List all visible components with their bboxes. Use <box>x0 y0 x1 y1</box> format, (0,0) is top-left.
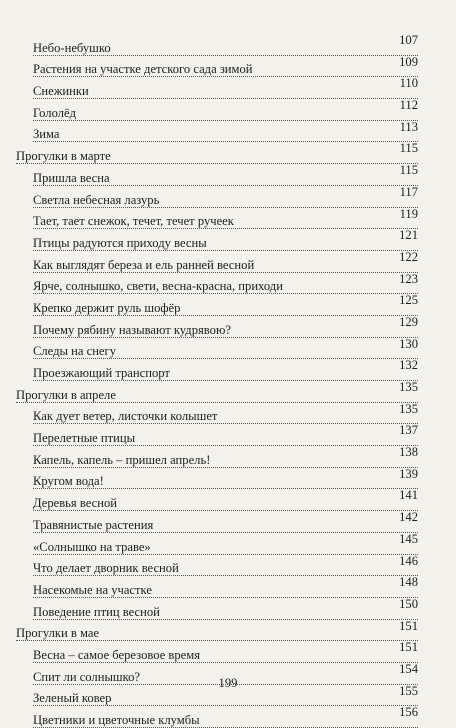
toc-entry <box>16 120 418 142</box>
toc-section <box>16 619 418 641</box>
toc-entry-title: Следы на снегу <box>33 344 116 359</box>
toc-entry-title: Деревья весной <box>33 496 117 511</box>
toc-entry-title: Пришла весна <box>33 170 110 185</box>
toc-entry-page: 135 <box>399 401 418 416</box>
toc-entry-title: Зеленый ковер <box>33 691 112 706</box>
toc-entry-title: Растения на участке детского сада зимой <box>33 62 253 77</box>
toc-entry <box>16 488 418 510</box>
toc-entry <box>16 445 418 467</box>
toc-entry-page: 117 <box>399 184 418 199</box>
toc-entry-title: Крепко держит руль шофёр <box>33 300 181 315</box>
toc-entry <box>16 293 418 315</box>
toc-entry <box>16 597 418 619</box>
toc-entry-title: Спит ли солнышко? <box>33 669 140 684</box>
toc-entry-page: 107 <box>399 33 418 47</box>
toc-entry <box>16 402 418 424</box>
toc-entry-page: 154 <box>399 661 418 676</box>
toc-entry-title: Что делает дворник весной <box>33 561 179 576</box>
toc-entry-title: Почему рябину называют кудрявою? <box>33 322 231 337</box>
toc-entry <box>16 467 418 489</box>
toc-entry <box>16 33 418 55</box>
toc-entry-title: Проезжающий транспорт <box>33 366 170 380</box>
toc-entry-page: 130 <box>399 336 418 351</box>
toc-entry <box>16 705 418 727</box>
toc-entry <box>16 554 418 576</box>
toc-entry-page: 138 <box>399 445 418 460</box>
toc-entry-page: 146 <box>399 553 418 568</box>
toc-entry-title: Прогулки в апреле <box>16 387 116 402</box>
toc-section <box>16 380 418 402</box>
toc-entry-page: 151 <box>399 618 418 633</box>
toc-entry <box>16 272 418 294</box>
toc-entry-page: 137 <box>399 423 418 438</box>
toc-entry-page: 123 <box>399 271 418 286</box>
toc-entry-page: 113 <box>399 119 418 134</box>
toc-entry-page: 125 <box>399 293 418 308</box>
toc-entry-page: 122 <box>399 249 418 264</box>
toc-entry-page: 139 <box>399 466 418 481</box>
toc-entry-page: 155 <box>399 683 418 698</box>
toc-entry-title: Капель, капель – пришел апрель! <box>33 452 211 467</box>
toc-entry-page: 151 <box>399 640 418 655</box>
toc-entry <box>16 337 418 359</box>
toc-entry <box>16 163 418 185</box>
toc-entry-title: Травянистые растения <box>33 517 154 532</box>
toc-entry-title: Прогулки в марте <box>16 149 111 164</box>
toc-entry-title: Гололёд <box>33 105 77 120</box>
toc-entry-title: Перелетные птицы <box>33 431 136 446</box>
toc-entry-title: Снежинки <box>33 84 89 99</box>
toc-section <box>16 141 418 163</box>
toc-entry <box>16 532 418 554</box>
toc-entry <box>16 98 418 120</box>
toc-entry-title: Прогулки в мае <box>16 626 100 641</box>
table-of-contents <box>16 33 418 727</box>
toc-entry <box>16 228 418 250</box>
toc-entry <box>16 423 418 445</box>
toc-entry <box>16 250 418 272</box>
toc-entry <box>16 207 418 229</box>
toc-entry-page: 110 <box>399 76 418 91</box>
toc-entry-title: Кругом вода! <box>33 474 104 489</box>
toc-entry <box>16 510 418 532</box>
toc-entry-page: 121 <box>399 228 418 243</box>
toc-entry-title: Насекомые на участке <box>33 582 152 597</box>
toc-entry <box>16 640 418 662</box>
toc-entry <box>16 55 418 77</box>
toc-entry-page: 132 <box>399 358 418 373</box>
toc-entry-page: 141 <box>399 488 418 503</box>
toc-entry-title: Птицы радуются приходу весны <box>33 235 207 250</box>
toc-entry-page: 115 <box>399 141 418 156</box>
toc-entry <box>16 185 418 207</box>
toc-entry-page: 112 <box>399 98 418 113</box>
toc-entry-title: Тает, тает снежок, течет, течет ручеек <box>33 214 234 229</box>
page-number: 199 <box>218 676 238 690</box>
toc-entry-title: «Солнышко на траве» <box>33 539 151 554</box>
toc-entry-title: Небо-небушко <box>33 40 111 55</box>
toc-entry-title: Весна – самое березовое время <box>33 647 201 662</box>
toc-entry-page: 129 <box>399 314 418 329</box>
toc-entry-title: Цветники и цветочные клумбы <box>33 713 200 727</box>
toc-entry-title: Светла небесная лазурь <box>33 192 160 207</box>
toc-entry <box>16 315 418 337</box>
toc-entry-page: 109 <box>399 54 418 69</box>
toc-entry-page: 150 <box>399 596 418 611</box>
toc-entry-title: Ярче, солнышко, свети, весна-красна, приходи <box>33 279 283 294</box>
toc-entry-page: 156 <box>399 705 418 720</box>
toc-entry-page: 145 <box>399 531 418 546</box>
toc-entry-page: 135 <box>399 380 418 394</box>
toc-entry <box>16 575 418 597</box>
toc-entry-title: Как дует ветер, листочки колышет <box>33 409 218 424</box>
toc-entry-page: 148 <box>399 575 418 590</box>
toc-entry-title: Поведение птиц весной <box>33 604 160 619</box>
toc-entry <box>16 76 418 98</box>
toc-entry-title: Зима <box>33 127 60 142</box>
toc-entry <box>16 358 418 380</box>
toc-entry-title: Как выглядят береза и ель ранней весной <box>33 257 255 272</box>
toc-entry-page: 115 <box>399 163 418 178</box>
toc-entry-page: 142 <box>399 510 418 525</box>
toc-entry-page: 119 <box>399 206 418 221</box>
